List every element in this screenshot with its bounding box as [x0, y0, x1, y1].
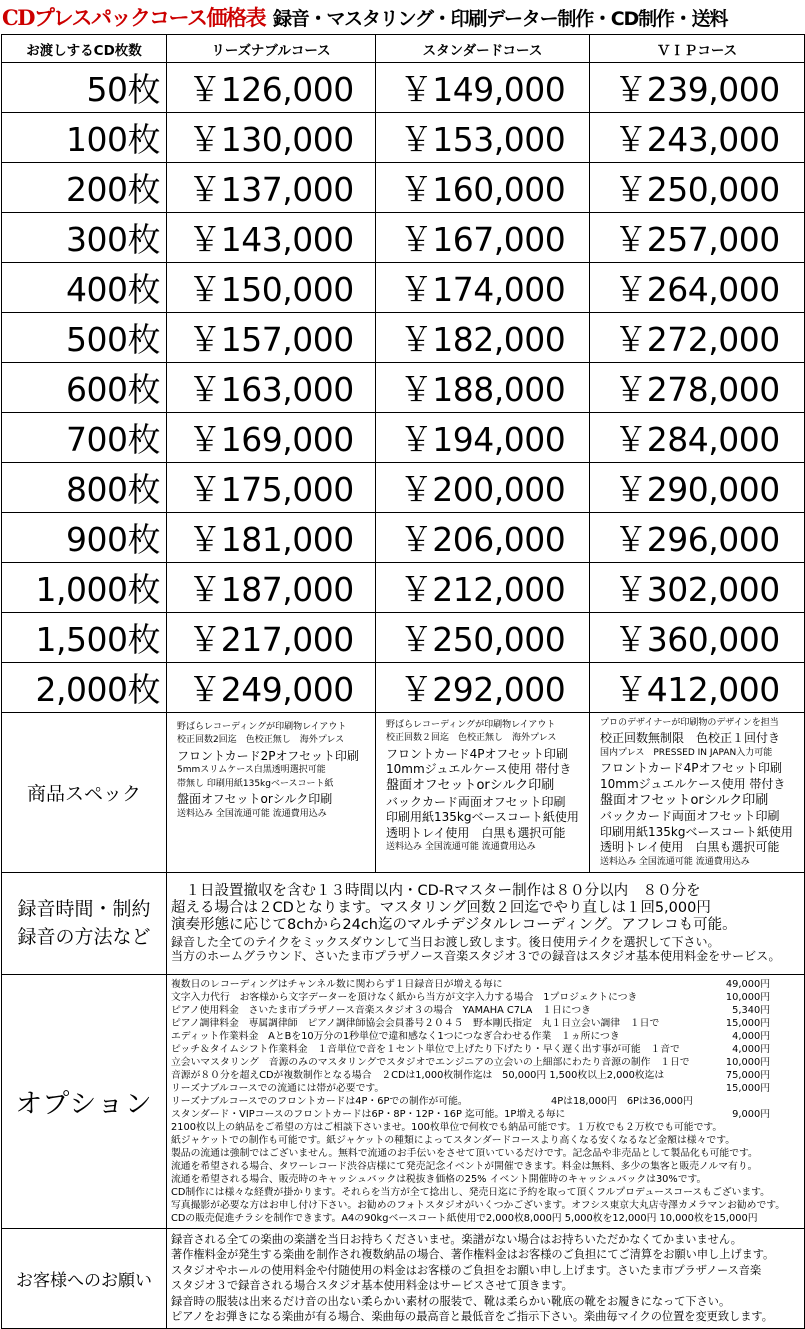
option-price: 9,000円	[732, 1108, 770, 1120]
quantity-cell: 500枚	[2, 313, 167, 363]
option-price	[770, 1212, 800, 1225]
spec-line: 校正回数無制限 色校正１回付き	[600, 731, 781, 746]
price-cell: ￥360,000	[590, 613, 805, 663]
option-price	[785, 1199, 800, 1212]
spec-line: バックカード両面オフセット印刷	[600, 809, 780, 824]
option-price	[770, 1173, 800, 1186]
price-cell: ￥296,000	[590, 513, 805, 563]
price-row	[2, 63, 805, 113]
recording-label-line-2: 録音の方法など	[17, 926, 151, 949]
price-row	[2, 163, 805, 213]
spec-line: 野ばらレコーディングが印刷物レイアウト	[177, 722, 347, 732]
option-item	[171, 1121, 800, 1134]
request-text	[167, 1228, 805, 1329]
option-price	[770, 1160, 800, 1173]
spec-line: 透明トレイ使用 白黒も選択可能	[386, 825, 566, 840]
request-line: スタジオ３で録音される場合スタジオ基本使用料金はサービスさせて頂きます。	[171, 1279, 573, 1293]
spec-line: 送料込み 全国流通可能 流通費用込み	[177, 808, 327, 819]
column-header-reasonable: リーズナブルコース	[167, 35, 376, 63]
option-text: リーズナブルコースでの流通には帯が必要です。	[171, 1082, 385, 1094]
price-cell: ￥200,000	[376, 463, 590, 513]
option-text: リーズナブルコースでのフロントカードは4P・6Pでの制作が可能。 4Pは18,000円 6Pは36,000円	[171, 1095, 693, 1107]
price-row	[2, 463, 805, 513]
price-cell: ￥290,000	[590, 463, 805, 513]
spec-row	[2, 713, 805, 873]
option-item	[171, 1004, 800, 1017]
price-cell: ￥212,000	[376, 563, 590, 613]
option-text: ピアノ調律料金 専属調律師 ピアノ調律師協会会員番号２０４５ 野本剛氏指定 丸１日立会い調律 １日で	[171, 1017, 660, 1029]
quantity-cell: 900枚	[2, 513, 167, 563]
page-subtitle: 録音・マスタリング・印刷データー制作・CD制作・送料	[272, 7, 728, 30]
option-item	[171, 1069, 800, 1082]
spec-line: 盤面オフセットorシルク印刷	[386, 778, 555, 794]
page-title: CDプレスパックコース価格表	[2, 5, 265, 30]
price-cell: ￥206,000	[376, 513, 590, 563]
price-cell: ￥149,000	[376, 63, 590, 113]
option-text: エディット作業料金 AとBを10万分の1秒単位で違和感なく1つにつなぎ合わせる作業 １ヵ所につき	[171, 1030, 620, 1042]
recording-text	[167, 872, 805, 974]
spec-line: フロントカード2Pオフセット印刷	[177, 748, 360, 763]
quantity-cell: 1,000枚	[2, 563, 167, 613]
quantity-cell: 400枚	[2, 263, 167, 313]
column-header-vip: ＶＩＰコース	[590, 35, 805, 63]
price-cell: ￥163,000	[167, 363, 376, 413]
price-row	[2, 613, 805, 663]
spec-reasonable	[167, 713, 376, 873]
price-cell: ￥188,000	[376, 363, 590, 413]
price-cell: ￥126,000	[167, 63, 376, 113]
spec-standard	[376, 713, 590, 873]
price-cell: ￥157,000	[167, 313, 376, 363]
recording-line: 録音した全てのテイクをミックスダウンして当日お渡し致します。後日使用テイクを選択して下さい。	[171, 934, 720, 949]
spec-line: プロのデザイナーが印刷物のデザインを担当	[600, 718, 779, 728]
option-item	[171, 991, 800, 1004]
option-text: 立会いマスタリング 音源のみのマスタリングでスタジオでエンジニアの立会いの上細部にわたり音源の制作 １日で	[171, 1056, 690, 1068]
option-item	[171, 1082, 800, 1095]
option-price: 4,000円	[732, 1043, 770, 1055]
option-price	[770, 1147, 800, 1160]
price-cell: ￥217,000	[167, 613, 376, 663]
request-label: お客様へのお願い	[2, 1228, 167, 1329]
price-cell: ￥250,000	[590, 163, 805, 213]
price-row	[2, 663, 805, 713]
price-cell: ￥150,000	[167, 263, 376, 313]
spec-line: 印刷用紙135kgベースコート紙使用	[600, 824, 793, 839]
request-row	[2, 1228, 805, 1329]
quantity-cell: 600枚	[2, 363, 167, 413]
request-line: ピアノをお弾きになる楽曲が有る場合、楽曲毎の最高音と最低音をご指示下さい。楽曲毎マイクの位置を変更致します。	[171, 1310, 773, 1324]
price-cell: ￥257,000	[590, 213, 805, 263]
option-text: 流通を希望される場合、販売時のキャッシュバックは税抜き価格の25% イベント開催時のキャッシュバックは30%です。	[171, 1173, 707, 1185]
request-line: スタジオやホールの使用料金や付随使用の料金はお客様のご負担をお願い申し上げます。さいたま市プラザノース音楽	[171, 1263, 762, 1277]
option-item	[171, 1173, 800, 1186]
option-text: ピッチ＆タイムシフト作業料金 １音単位で音を１セント単位で上げたり下げたり・早く遅く出す事が可能 １音で	[171, 1043, 680, 1055]
request-line: 著作権料金が発生する楽曲を制作され複数納品の場合、著作権料金はお客様のご負担にてご清算をお願い申し上げます。	[171, 1248, 775, 1262]
option-price: 15,000円	[725, 1082, 770, 1094]
option-item	[171, 1030, 800, 1043]
spec-line: バックカード両面オフセット印刷	[386, 794, 566, 809]
detail-table	[1, 712, 805, 1329]
recording-row	[2, 872, 805, 974]
quantity-cell: 200枚	[2, 163, 167, 213]
spec-line: 送料込み 全国流通可能 流通費用込み	[386, 842, 536, 853]
recording-line: １日設置撤収を含む１３時間以内・CD-Rマスター制作は８０分以内 ８０分を	[171, 882, 701, 899]
price-cell: ￥250,000	[376, 613, 590, 663]
price-cell: ￥175,000	[167, 463, 376, 513]
spec-line: 盤面オフセットorシルク印刷	[600, 792, 769, 808]
column-header-standard: スタンダードコース	[376, 35, 590, 63]
price-table	[1, 34, 805, 713]
quantity-cell: 1,500枚	[2, 613, 167, 663]
price-cell: ￥302,000	[590, 563, 805, 613]
price-row	[2, 313, 805, 363]
quantity-cell: 2,000枚	[2, 663, 167, 713]
option-price	[770, 1134, 800, 1147]
option-text: 写真撮影が必要な方はお申し付け下さい。お勧めのフォトスタジオがいくつかございます。オフシス東京大丸店寺澤カメラマンお勧めです。	[171, 1199, 786, 1211]
price-cell: ￥187,000	[167, 563, 376, 613]
spec-line: 校正回数２回迄 色校正無し 海外プレス	[386, 733, 557, 744]
option-text: ピアノ使用料金 さいたま市プラザノース音楽スタジオ３の場合 YAMAHA C7LA １日につき	[171, 1004, 591, 1016]
option-price: 10,000円	[725, 991, 770, 1003]
option-text: 複数日のレコーディングはチャンネル数に関わらず１日録音日が増える毎に	[171, 978, 503, 990]
price-cell: ￥143,000	[167, 213, 376, 263]
option-text: 文字入力代行 お客様から文字データーを頂けなく紙から当方が文字入力する場合 1プロジェクトにつき	[171, 991, 638, 1003]
spec-line: 帯無し 印刷用紙135kgベースコート紙	[177, 778, 334, 789]
options-row	[2, 974, 805, 1228]
recording-line: 当方のホームグラウンド、さいたま市プラザノース音楽スタジオ３での録音はスタジオ基本使用料金をサービス。	[171, 949, 781, 964]
header	[0, 0, 805, 34]
price-cell: ￥153,000	[376, 113, 590, 163]
price-row	[2, 213, 805, 263]
spec-line: 野ばらレコーディングが印刷物レイアウト	[386, 720, 556, 730]
price-row	[2, 363, 805, 413]
price-cell: ￥239,000	[590, 63, 805, 113]
price-cell: ￥174,000	[376, 263, 590, 313]
option-price: 4,000円	[732, 1030, 770, 1042]
option-item	[171, 1108, 800, 1121]
option-text: スタンダード・VIPコースのフロントカードは6P・8P・12P・16P 迄可能。1P増える毎に	[171, 1108, 566, 1120]
quantity-cell: 100枚	[2, 113, 167, 163]
price-row	[2, 513, 805, 563]
option-price: 10,000円	[725, 1056, 770, 1068]
price-row	[2, 563, 805, 613]
option-item	[171, 1160, 800, 1173]
option-item	[171, 1017, 800, 1030]
price-row	[2, 413, 805, 463]
option-item	[171, 1095, 800, 1108]
quantity-cell: 300枚	[2, 213, 167, 263]
spec-line: 国内プレス PRESSED IN JAPAN入力可能	[600, 748, 773, 759]
price-cell: ￥292,000	[376, 663, 590, 713]
spec-line: 10mmジュエルケース使用 帯付き	[386, 762, 572, 777]
price-cell: ￥412,000	[590, 663, 805, 713]
price-cell: ￥130,000	[167, 113, 376, 163]
option-text: CDの販売促進チラシを制作できます。A4の90kgベースコート紙使用で2,000枚8,000円 5,000枚を12,000円 10,000枚を15,000円	[171, 1212, 758, 1224]
price-cell: ￥272,000	[590, 313, 805, 363]
price-cell: ￥243,000	[590, 113, 805, 163]
options-label: オプション	[2, 974, 167, 1228]
quantity-cell: 50枚	[2, 63, 167, 113]
option-price: 15,000円	[725, 1017, 770, 1029]
price-cell: ￥137,000	[167, 163, 376, 213]
option-price: 75,000円	[725, 1069, 770, 1081]
option-item	[171, 1199, 800, 1212]
price-cell: ￥194,000	[376, 413, 590, 463]
quantity-cell: 800枚	[2, 463, 167, 513]
price-cell: ￥181,000	[167, 513, 376, 563]
spec-line: 印刷用紙135kgベースコート紙使用	[386, 810, 579, 825]
option-price: 49,000円	[725, 978, 770, 990]
option-item	[171, 1212, 800, 1225]
spec-line: 盤面オフセットorシルク印刷	[177, 792, 333, 807]
option-text: 音源が８０分を超えCDが複数制作となる場合 ２CDは1,000枚制作迄は 50,000円 1,500枚以上2,000枚迄は	[171, 1069, 665, 1081]
column-header-row	[2, 35, 805, 63]
request-line: 録音される全ての楽曲の楽譜を当日お持ちくださいませ。楽譜がない場合はお持ちいただかなくてかまいません。	[171, 1232, 742, 1246]
option-text: 流通を希望される場合、タワーレコード渋谷店様にて発売記念イベントが開催できます。料金は無料、多少の集客と販売ノルマ有り。	[171, 1160, 758, 1172]
price-cell: ￥182,000	[376, 313, 590, 363]
recording-label-line-1: 録音時間・制約	[17, 897, 151, 920]
option-price	[770, 1095, 800, 1108]
option-item	[171, 1186, 800, 1199]
spec-line: 送料込み 全国流通可能 流通費用込み	[600, 857, 750, 868]
price-cell: ￥278,000	[590, 363, 805, 413]
spec-line: フロントカード4Pオフセット印刷	[386, 746, 569, 761]
spec-line: 校正回数2回迄 色校正無し 海外プレス	[177, 735, 345, 746]
option-text: 紙ジャケットでの制作も可能です。紙ジャケットの種類によってスタンダードコースより高くなる安くなるなど金額は様々です。	[171, 1134, 736, 1146]
price-cell: ￥249,000	[167, 663, 376, 713]
recording-label	[2, 872, 167, 974]
recording-line: 演奏形態に応じて8chから24ch迄のマルチデジタルレコーディング。アフレコも可能。	[171, 917, 737, 934]
spec-line: 10mmジュエルケース使用 帯付き	[600, 777, 786, 792]
option-text: 2100枚以上の納品をご希望の方はご相談下さいませ。100枚単位で何枚でも納品可能です。１万枚でも２万枚でも可能です。	[171, 1121, 723, 1133]
option-price	[770, 1186, 800, 1199]
price-cell: ￥169,000	[167, 413, 376, 463]
price-cell: ￥167,000	[376, 213, 590, 263]
options-list	[167, 974, 805, 1228]
option-item	[171, 1134, 800, 1147]
column-header-qty: お渡しするCD枚数	[2, 35, 167, 63]
spec-line: 5mmスリムケース白黒透明選択可能	[177, 765, 326, 776]
price-row	[2, 113, 805, 163]
request-line: 録音時の服装は出来るだけ音の出ない柔らかい素材の服装で、靴は柔らかい靴底の靴をお履きになって下さい。	[171, 1294, 731, 1308]
option-item	[171, 978, 800, 991]
recording-line: 超える場合は２CDとなります。マスタリング回数２回迄でやり直しは１回5,000円	[171, 899, 711, 916]
option-item	[171, 1147, 800, 1160]
option-item	[171, 1056, 800, 1069]
spec-line: フロントカード4Pオフセット印刷	[600, 761, 783, 776]
price-cell: ￥160,000	[376, 163, 590, 213]
spec-label: 商品スペック	[2, 713, 167, 873]
price-cell: ￥284,000	[590, 413, 805, 463]
option-text: CD制作には様々な経費が掛かります。それらを当方が全て捻出し、発売日迄に予約を取って頂くフルプロデュースコースもございます。	[171, 1186, 770, 1198]
option-item	[171, 1043, 800, 1056]
option-price: 5,340円	[732, 1004, 770, 1016]
option-price	[770, 1121, 800, 1134]
spec-vip	[590, 713, 805, 873]
quantity-cell: 700枚	[2, 413, 167, 463]
price-cell: ￥264,000	[590, 263, 805, 313]
spec-line: 透明トレイ使用 白黒も選択可能	[600, 840, 780, 855]
price-row	[2, 263, 805, 313]
option-text: 製品の流通は強制ではございません。無料で流通のお手伝いをさせて頂いているだけです。記念品や非売品として製品化も可能です。	[171, 1147, 758, 1159]
